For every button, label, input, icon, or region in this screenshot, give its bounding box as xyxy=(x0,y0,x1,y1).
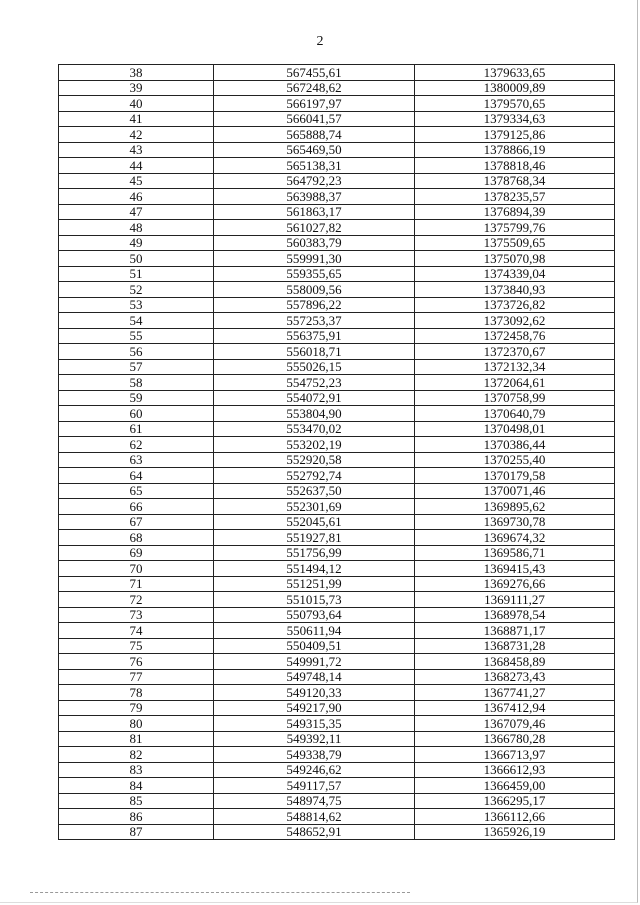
table-row xyxy=(59,452,615,468)
y-coordinate-cell: 1365926,19 xyxy=(415,824,615,840)
x-coordinate-cell: 549217,90 xyxy=(214,700,415,716)
table-row xyxy=(59,437,615,453)
x-coordinate-cell: 549392,11 xyxy=(214,731,415,747)
point-number-cell: 60 xyxy=(59,406,214,422)
table-row xyxy=(59,731,615,747)
y-coordinate-cell: 1376894,39 xyxy=(415,204,615,220)
table-row xyxy=(59,127,615,143)
y-coordinate-cell: 1375509,65 xyxy=(415,235,615,251)
y-coordinate-cell: 1368458,89 xyxy=(415,654,615,670)
table-row xyxy=(59,700,615,716)
y-coordinate-cell: 1369730,78 xyxy=(415,514,615,530)
x-coordinate-cell: 553202,19 xyxy=(214,437,415,453)
table-row xyxy=(59,654,615,670)
point-number-cell: 55 xyxy=(59,328,214,344)
table-row xyxy=(59,762,615,778)
table-row xyxy=(59,204,615,220)
point-number-cell: 38 xyxy=(59,65,214,81)
table-row xyxy=(59,142,615,158)
x-coordinate-cell: 561863,17 xyxy=(214,204,415,220)
y-coordinate-cell: 1370758,99 xyxy=(415,390,615,406)
y-coordinate-cell: 1373726,82 xyxy=(415,297,615,313)
x-coordinate-cell: 553804,90 xyxy=(214,406,415,422)
coordinates-table-body xyxy=(59,65,615,840)
point-number-cell: 74 xyxy=(59,623,214,639)
y-coordinate-cell: 1369674,32 xyxy=(415,530,615,546)
point-number-cell: 75 xyxy=(59,638,214,654)
page-number: 2 xyxy=(316,34,324,49)
table-row xyxy=(59,576,615,592)
point-number-cell: 78 xyxy=(59,685,214,701)
point-number-cell: 56 xyxy=(59,344,214,360)
y-coordinate-cell: 1372064,61 xyxy=(415,375,615,391)
point-number-cell: 48 xyxy=(59,220,214,236)
x-coordinate-cell: 549117,57 xyxy=(214,778,415,794)
x-coordinate-cell: 551494,12 xyxy=(214,561,415,577)
y-coordinate-cell: 1370640,79 xyxy=(415,406,615,422)
table-row xyxy=(59,561,615,577)
point-number-cell: 84 xyxy=(59,778,214,794)
point-number-cell: 40 xyxy=(59,96,214,112)
table-row xyxy=(59,297,615,313)
x-coordinate-cell: 566041,57 xyxy=(214,111,415,127)
y-coordinate-cell: 1370071,46 xyxy=(415,483,615,499)
table-row xyxy=(59,251,615,267)
table-row xyxy=(59,173,615,189)
y-coordinate-cell: 1379334,63 xyxy=(415,111,615,127)
y-coordinate-cell: 1370255,40 xyxy=(415,452,615,468)
point-number-cell: 80 xyxy=(59,716,214,732)
y-coordinate-cell: 1370386,44 xyxy=(415,437,615,453)
table-row xyxy=(59,189,615,205)
x-coordinate-cell: 556018,71 xyxy=(214,344,415,360)
table-row xyxy=(59,96,615,112)
y-coordinate-cell: 1369111,27 xyxy=(415,592,615,608)
x-coordinate-cell: 554072,91 xyxy=(214,390,415,406)
y-coordinate-cell: 1372132,34 xyxy=(415,359,615,375)
y-coordinate-cell: 1370179,58 xyxy=(415,468,615,484)
y-coordinate-cell: 1375070,98 xyxy=(415,251,615,267)
point-number-cell: 87 xyxy=(59,824,214,840)
x-coordinate-cell: 548974,75 xyxy=(214,793,415,809)
table-row xyxy=(59,266,615,282)
point-number-cell: 77 xyxy=(59,669,214,685)
x-coordinate-cell: 553470,02 xyxy=(214,421,415,437)
table-row xyxy=(59,685,615,701)
point-number-cell: 82 xyxy=(59,747,214,763)
y-coordinate-cell: 1379633,65 xyxy=(415,65,615,81)
point-number-cell: 45 xyxy=(59,173,214,189)
y-coordinate-cell: 1370498,01 xyxy=(415,421,615,437)
x-coordinate-cell: 565469,50 xyxy=(214,142,415,158)
point-number-cell: 68 xyxy=(59,530,214,546)
table-row xyxy=(59,421,615,437)
table-row xyxy=(59,282,615,298)
y-coordinate-cell: 1375799,76 xyxy=(415,220,615,236)
point-number-cell: 44 xyxy=(59,158,214,174)
point-number-cell: 50 xyxy=(59,251,214,267)
coordinates-table xyxy=(58,64,615,840)
x-coordinate-cell: 551251,99 xyxy=(214,576,415,592)
bottom-scan-line xyxy=(30,892,410,893)
point-number-cell: 51 xyxy=(59,266,214,282)
x-coordinate-cell: 567248,62 xyxy=(214,80,415,96)
table-row xyxy=(59,545,615,561)
point-number-cell: 59 xyxy=(59,390,214,406)
x-coordinate-cell: 548652,91 xyxy=(214,824,415,840)
point-number-cell: 41 xyxy=(59,111,214,127)
y-coordinate-cell: 1378235,57 xyxy=(415,189,615,205)
y-coordinate-cell: 1378818,46 xyxy=(415,158,615,174)
table-row xyxy=(59,793,615,809)
x-coordinate-cell: 550793,64 xyxy=(214,607,415,623)
table-row xyxy=(59,483,615,499)
x-coordinate-cell: 549315,35 xyxy=(214,716,415,732)
x-coordinate-cell: 552920,58 xyxy=(214,452,415,468)
table-row xyxy=(59,824,615,840)
point-number-cell: 53 xyxy=(59,297,214,313)
table-row xyxy=(59,638,615,654)
point-number-cell: 72 xyxy=(59,592,214,608)
table-row xyxy=(59,65,615,81)
point-number-cell: 66 xyxy=(59,499,214,515)
x-coordinate-cell: 566197,97 xyxy=(214,96,415,112)
table-row xyxy=(59,359,615,375)
x-coordinate-cell: 563988,37 xyxy=(214,189,415,205)
table-row xyxy=(59,344,615,360)
x-coordinate-cell: 552301,69 xyxy=(214,499,415,515)
x-coordinate-cell: 551927,81 xyxy=(214,530,415,546)
x-coordinate-cell: 549748,14 xyxy=(214,669,415,685)
table-row xyxy=(59,390,615,406)
y-coordinate-cell: 1368871,17 xyxy=(415,623,615,639)
point-number-cell: 83 xyxy=(59,762,214,778)
table-row xyxy=(59,530,615,546)
y-coordinate-cell: 1373092,62 xyxy=(415,313,615,329)
point-number-cell: 71 xyxy=(59,576,214,592)
table-row xyxy=(59,499,615,515)
y-coordinate-cell: 1366112,66 xyxy=(415,809,615,825)
y-coordinate-cell: 1373840,93 xyxy=(415,282,615,298)
table-row xyxy=(59,747,615,763)
point-number-cell: 62 xyxy=(59,437,214,453)
x-coordinate-cell: 549246,62 xyxy=(214,762,415,778)
point-number-cell: 63 xyxy=(59,452,214,468)
y-coordinate-cell: 1372458,76 xyxy=(415,328,615,344)
table-row xyxy=(59,468,615,484)
y-coordinate-cell: 1369276,66 xyxy=(415,576,615,592)
table-row xyxy=(59,514,615,530)
point-number-cell: 49 xyxy=(59,235,214,251)
table-row xyxy=(59,607,615,623)
table-row xyxy=(59,158,615,174)
table-row xyxy=(59,375,615,391)
point-number-cell: 69 xyxy=(59,545,214,561)
x-coordinate-cell: 554752,23 xyxy=(214,375,415,391)
point-number-cell: 47 xyxy=(59,204,214,220)
point-number-cell: 65 xyxy=(59,483,214,499)
y-coordinate-cell: 1368978,54 xyxy=(415,607,615,623)
point-number-cell: 64 xyxy=(59,468,214,484)
x-coordinate-cell: 567455,61 xyxy=(214,65,415,81)
table-row xyxy=(59,406,615,422)
x-coordinate-cell: 550611,94 xyxy=(214,623,415,639)
y-coordinate-cell: 1368273,43 xyxy=(415,669,615,685)
x-coordinate-cell: 565138,31 xyxy=(214,158,415,174)
x-coordinate-cell: 559991,30 xyxy=(214,251,415,267)
x-coordinate-cell: 550409,51 xyxy=(214,638,415,654)
y-coordinate-cell: 1374339,04 xyxy=(415,266,615,282)
x-coordinate-cell: 552792,74 xyxy=(214,468,415,484)
point-number-cell: 86 xyxy=(59,809,214,825)
x-coordinate-cell: 549120,33 xyxy=(214,685,415,701)
table-row xyxy=(59,716,615,732)
table-row xyxy=(59,220,615,236)
point-number-cell: 73 xyxy=(59,607,214,623)
point-number-cell: 43 xyxy=(59,142,214,158)
y-coordinate-cell: 1367079,46 xyxy=(415,716,615,732)
point-number-cell: 57 xyxy=(59,359,214,375)
table-row xyxy=(59,111,615,127)
x-coordinate-cell: 557253,37 xyxy=(214,313,415,329)
y-coordinate-cell: 1369415,43 xyxy=(415,561,615,577)
point-number-cell: 46 xyxy=(59,189,214,205)
table-row xyxy=(59,778,615,794)
x-coordinate-cell: 564792,23 xyxy=(214,173,415,189)
point-number-cell: 58 xyxy=(59,375,214,391)
x-coordinate-cell: 549338,79 xyxy=(214,747,415,763)
x-coordinate-cell: 557896,22 xyxy=(214,297,415,313)
point-number-cell: 85 xyxy=(59,793,214,809)
y-coordinate-cell: 1379570,65 xyxy=(415,96,615,112)
y-coordinate-cell: 1369586,71 xyxy=(415,545,615,561)
table-row xyxy=(59,328,615,344)
y-coordinate-cell: 1367741,27 xyxy=(415,685,615,701)
x-coordinate-cell: 565888,74 xyxy=(214,127,415,143)
table-row xyxy=(59,80,615,96)
table-row xyxy=(59,235,615,251)
table-row xyxy=(59,809,615,825)
x-coordinate-cell: 561027,82 xyxy=(214,220,415,236)
y-coordinate-cell: 1366713,97 xyxy=(415,747,615,763)
x-coordinate-cell: 552045,61 xyxy=(214,514,415,530)
y-coordinate-cell: 1378768,34 xyxy=(415,173,615,189)
point-number-cell: 52 xyxy=(59,282,214,298)
point-number-cell: 76 xyxy=(59,654,214,670)
x-coordinate-cell: 552637,50 xyxy=(214,483,415,499)
y-coordinate-cell: 1379125,86 xyxy=(415,127,615,143)
y-coordinate-cell: 1372370,67 xyxy=(415,344,615,360)
y-coordinate-cell: 1366780,28 xyxy=(415,731,615,747)
x-coordinate-cell: 559355,65 xyxy=(214,266,415,282)
x-coordinate-cell: 560383,79 xyxy=(214,235,415,251)
y-coordinate-cell: 1380009,89 xyxy=(415,80,615,96)
y-coordinate-cell: 1366459,00 xyxy=(415,778,615,794)
y-coordinate-cell: 1367412,94 xyxy=(415,700,615,716)
table-row xyxy=(59,592,615,608)
y-coordinate-cell: 1366295,17 xyxy=(415,793,615,809)
table-row xyxy=(59,623,615,639)
x-coordinate-cell: 548814,62 xyxy=(214,809,415,825)
y-coordinate-cell: 1378866,19 xyxy=(415,142,615,158)
y-coordinate-cell: 1366612,93 xyxy=(415,762,615,778)
table-row xyxy=(59,313,615,329)
point-number-cell: 67 xyxy=(59,514,214,530)
y-coordinate-cell: 1369895,62 xyxy=(415,499,615,515)
point-number-cell: 61 xyxy=(59,421,214,437)
y-coordinate-cell: 1368731,28 xyxy=(415,638,615,654)
point-number-cell: 81 xyxy=(59,731,214,747)
x-coordinate-cell: 556375,91 xyxy=(214,328,415,344)
point-number-cell: 42 xyxy=(59,127,214,143)
point-number-cell: 39 xyxy=(59,80,214,96)
point-number-cell: 54 xyxy=(59,313,214,329)
x-coordinate-cell: 558009,56 xyxy=(214,282,415,298)
x-coordinate-cell: 555026,15 xyxy=(214,359,415,375)
point-number-cell: 70 xyxy=(59,561,214,577)
x-coordinate-cell: 549991,72 xyxy=(214,654,415,670)
x-coordinate-cell: 551015,73 xyxy=(214,592,415,608)
table-row xyxy=(59,669,615,685)
point-number-cell: 79 xyxy=(59,700,214,716)
x-coordinate-cell: 551756,99 xyxy=(214,545,415,561)
